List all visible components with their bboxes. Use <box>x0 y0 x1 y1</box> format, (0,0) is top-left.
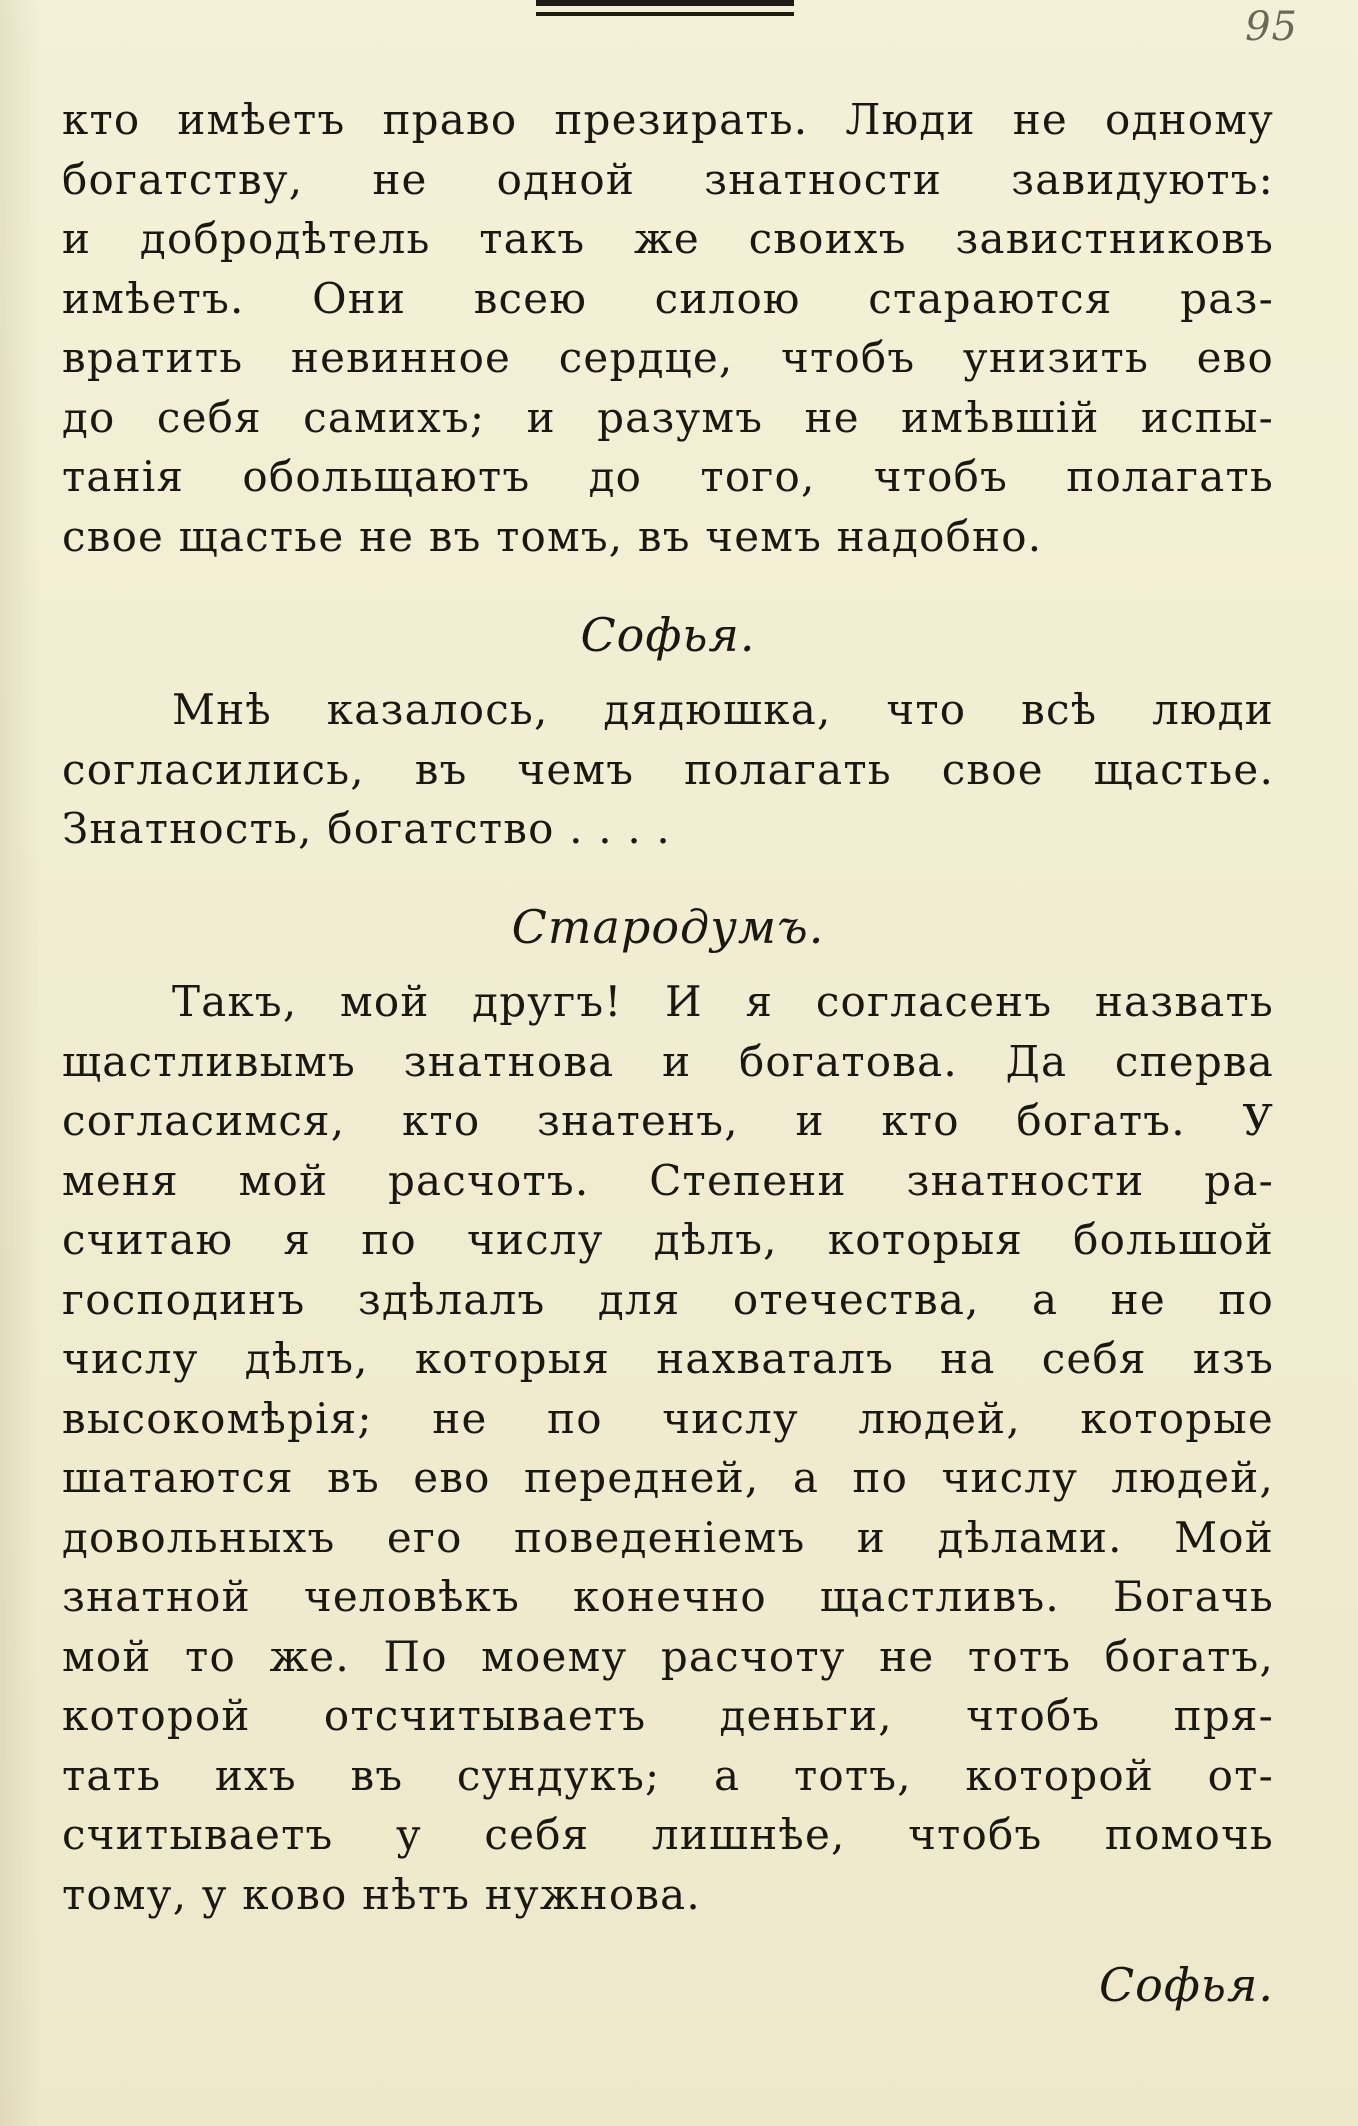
text-line: считаю я по числу дѣлъ, которыя большой <box>62 1215 1274 1264</box>
paragraph-sofya <box>62 680 1274 859</box>
text-line: имѣетъ. Они всею силою стараются раз- <box>62 273 1274 323</box>
rule-bar-thin <box>536 12 794 16</box>
paragraph-continuation <box>62 90 1274 566</box>
text-line: господинъ здѣлалъ для отечества, а не по <box>62 1274 1274 1324</box>
text-line: считываетъ у себя лишнѣе, чтобъ помочь <box>62 1810 1274 1859</box>
text-line: богатству, не одной знатности завидуютъ: <box>62 154 1274 204</box>
text-line: высокомѣрія; не по числу людей, которые <box>62 1393 1274 1443</box>
rule-bar-thick <box>536 0 794 6</box>
text-line: свое щастье не въ томъ, въ чемъ надобно. <box>62 511 1043 561</box>
speaker-name-starodum: Стародумъ. <box>511 900 825 954</box>
text-line: Знатность, богатство . . . . <box>62 804 671 853</box>
top-decorative-rule <box>536 0 794 22</box>
text-line: согласились, въ чемъ полагать свое щастье. <box>62 744 1274 794</box>
text-line: кто имѣетъ право презирать. Люди не одному <box>62 95 1274 144</box>
text-line: вратить невинное сердце, чтобъ унизить ево <box>62 333 1274 382</box>
text-line: щастливымъ знатнова и богатова. Да сперва <box>62 1036 1274 1086</box>
text-line: тому, у ково нѣтъ нужнова. <box>62 1869 701 1919</box>
text-line: Мнѣ казалось, дядюшка, что всѣ люди <box>172 685 1274 734</box>
text-line: и добродѣтель такъ же своихъ завистниковъ <box>62 214 1274 263</box>
text-line: довольныхъ его поведеніемъ и дѣлами. Мой <box>62 1512 1274 1562</box>
text-line: шатаются въ ево передней, а по числу людей, <box>62 1453 1274 1502</box>
page-number: 95 <box>1245 4 1298 50</box>
text-line: числу дѣлъ, которыя нахваталъ на себя изъ <box>62 1334 1274 1383</box>
text-line: до себя самихъ; и разумъ не имѣвшій испы- <box>62 392 1274 442</box>
text-line: мой то же. По моему расчоту не тотъ богатъ, <box>62 1631 1274 1681</box>
text-line: знатной человѣкъ конечно щастливъ. Богачь <box>62 1572 1274 1621</box>
text-line: согласимся, кто знатенъ, и кто богатъ. У <box>62 1096 1274 1145</box>
speaker-name-sofya-catchword: Софья. <box>1098 1958 1274 2012</box>
text-line: Такъ, мой другъ! И я согласенъ назвать <box>172 977 1274 1026</box>
text-line: меня мой расчотъ. Степени знатности ра- <box>62 1155 1274 1205</box>
text-line: которой отсчитываетъ деньги, чтобъ пря- <box>62 1691 1274 1740</box>
paragraph-starodum <box>62 972 1274 1924</box>
text-line: танія обольщаютъ до того, чтобъ полагать <box>62 452 1274 501</box>
speaker-name-sofya: Софья. <box>580 608 756 662</box>
text-line: тать ихъ въ сундукъ; а тотъ, которой от- <box>62 1750 1274 1800</box>
